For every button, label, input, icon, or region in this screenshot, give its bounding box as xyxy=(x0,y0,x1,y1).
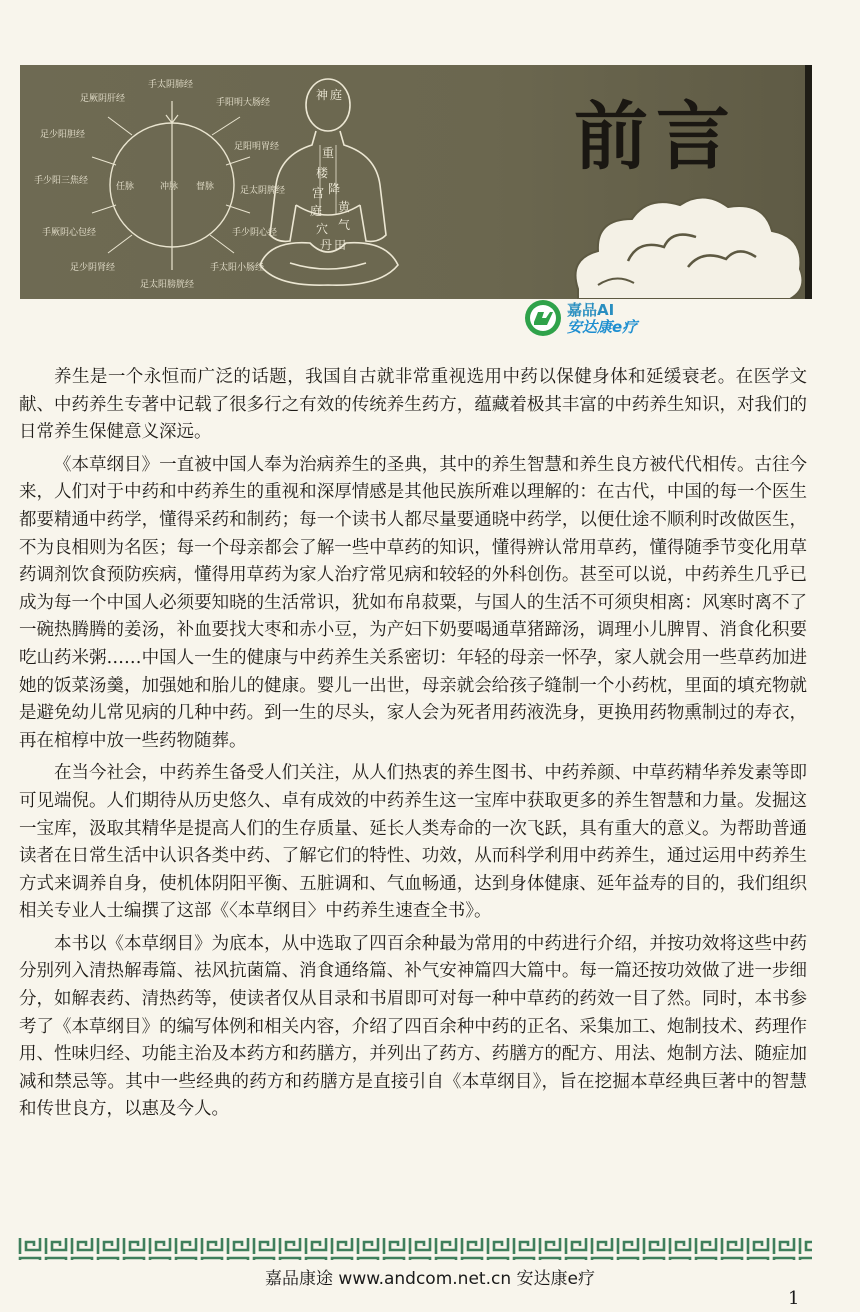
figure-mark: 丹 xyxy=(320,238,333,252)
figure-mark: 黄 xyxy=(338,200,351,214)
figure-mark: 庭 xyxy=(330,88,343,102)
figure-mark: 田 xyxy=(334,238,347,252)
cloud-ornament xyxy=(568,189,808,299)
figure-mark: 气 xyxy=(338,218,351,232)
watermark-line1: 嘉品AI xyxy=(567,301,615,319)
figure-mark: 神 xyxy=(316,88,329,102)
meridian-label: 手太阴肺经 xyxy=(148,80,194,90)
footer-text: 嘉品康途 www.andcom.net.cn 安达康e疗 xyxy=(265,1269,595,1289)
meridian-label: 冲脉 xyxy=(160,182,179,192)
meridian-label: 任脉 xyxy=(116,182,135,192)
paragraph: 养生是一个永恒而广泛的话题，我国自古就非常重视选用中药以保健身体和延缓衰老。在医学文献、中药养生专著中记载了很多行之有效的传统养生药方，蕴藏着极其丰富的中药养生知识，对我们的日常养生保健意义深远。 xyxy=(19,367,807,443)
page-title: 前言 xyxy=(574,94,738,180)
page-number: 1 xyxy=(788,1288,800,1309)
preface-body xyxy=(19,364,807,1124)
meridian-label: 手少阴心经 xyxy=(232,228,278,238)
meridian-label: 足厥阴肝经 xyxy=(80,94,126,104)
figure-mark: 降 xyxy=(328,182,341,196)
meridian-label: 手厥阴心包经 xyxy=(42,228,97,238)
watermark-line2: 安达康e疗 xyxy=(567,318,638,336)
meridian-label: 足太阳膀胱经 xyxy=(140,280,195,290)
meridian-label: 足太阴脾经 xyxy=(240,186,286,196)
meridian-label: 足阳明胃经 xyxy=(234,142,280,152)
figure-mark: 穴 xyxy=(316,222,329,236)
figure-mark: 宫 xyxy=(312,186,325,200)
paragraph: 在当今社会，中药养生备受人们关注，从人们热衷的养生图书、中药养颜、中草药精华养发素等即可见端倪。人们期待从历史悠久、卓有成效的中药养生这一宝库中获取更多的养生智慧和力量。发掘这一宝库，汲取其精华是提高人们的生存质量、延长人类寿命的一次飞跃，具有重大的意义。为帮助普通读者在日常生活中认识各类中药、了解它们的特性、功效，从而科学利用中药养生，通过运用中药养生方式来调养自身，使机体阴阳平衡、五脏调和、气血畅通，达到身体健康、延年益寿的目的，我们组织相关专业人士编撰了这部《〈本草纲目〉中药养生速查全书》。 xyxy=(19,763,807,922)
meridian-label: 督脉 xyxy=(196,182,215,192)
paragraph: 本书以《本草纲目》为底本，从中选取了四百余种最为常用的中药进行介绍，并按功效将这些中药分别列入清热解毒篇、祛风抗菌篇、消食通络篇、补气安神篇四大篇中。每一篇还按功效做了进一步细分，如解表药、清热药等，使读者仅从目录和书眉即可对每一种中草药的药效一目了然。同时，本书参考了《本草纲目》的编写体例和相关内容，介绍了四百余种中药的正名、采集加工、炮制技术、药理作用、性味归经、功能主治及本药方和药膳方，并列出了药方、药膳方的配方、用法、炮制方法、随症加减和禁忌等。其中一些经典的药方和药膳方是直接引自《本草纲目》，旨在挖掘本草经典巨著中的智慧和传世良方，以惠及今人。 xyxy=(19,933,807,1120)
figure-mark: 庭 xyxy=(310,204,323,218)
paragraph: 《本草纲目》一直被中国人奉为治病养生的圣典，其中的养生智慧和养生良方被代代相传。古往今来，人们对于中药和中药养生的重视和深厚情感是其他民族所难以理解的：在古代，中国的每一个医生都要精通中药学，懂得采药和制药；每一个读书人都尽量要通晓中药学，以便仕途不顺利时改做医生，不为良相则为名医；每一个母亲都会了解一些中草药的知识，懂得辨认常用草药，懂得随季节变化用草药调剂饮食预防疾病，懂得用草药为家人治疗常见病和较轻的外科创伤。甚至可以说，中药养生几乎已成为每一个中国人必须要知晓的生活常识，犹如布帛菽粟，与国人的生活不可须臾相离：风寒时离不了一碗热腾腾的姜汤，补血要找大枣和赤小豆，为产妇下奶要喝通草猪蹄汤，调理小儿脾胃、消食化积要吃山药米粥……中国人一生的健康与中药养生关系密切：年轻的母亲一怀孕，家人就会用一些草药加进她的饭菜汤羹，加强她和胎儿的健康。婴儿一出世，母亲就会给孩子缝制一个小药枕，里面的填充物就是避免幼儿常见病的几种中药。到一生的尽头，家人会为死者用药液洗身，更换用药物熏制过的寿衣，再在棺椁中放一些药物随葬。 xyxy=(19,454,807,751)
decorative-border xyxy=(18,1234,812,1264)
logo-icon xyxy=(523,298,563,338)
meridian-diagram xyxy=(20,65,580,299)
figure-mark: 楼 xyxy=(316,166,329,180)
meridian-label: 手太阳小肠经 xyxy=(210,263,265,273)
meridian-label: 手少阳三焦经 xyxy=(34,176,89,186)
meridian-label: 足少阴肾经 xyxy=(70,263,116,273)
meridian-label: 手阳明大肠经 xyxy=(216,98,271,108)
watermark xyxy=(523,298,693,338)
figure-mark: 重 xyxy=(322,146,335,160)
meridian-label: 足少阳胆经 xyxy=(40,130,86,140)
